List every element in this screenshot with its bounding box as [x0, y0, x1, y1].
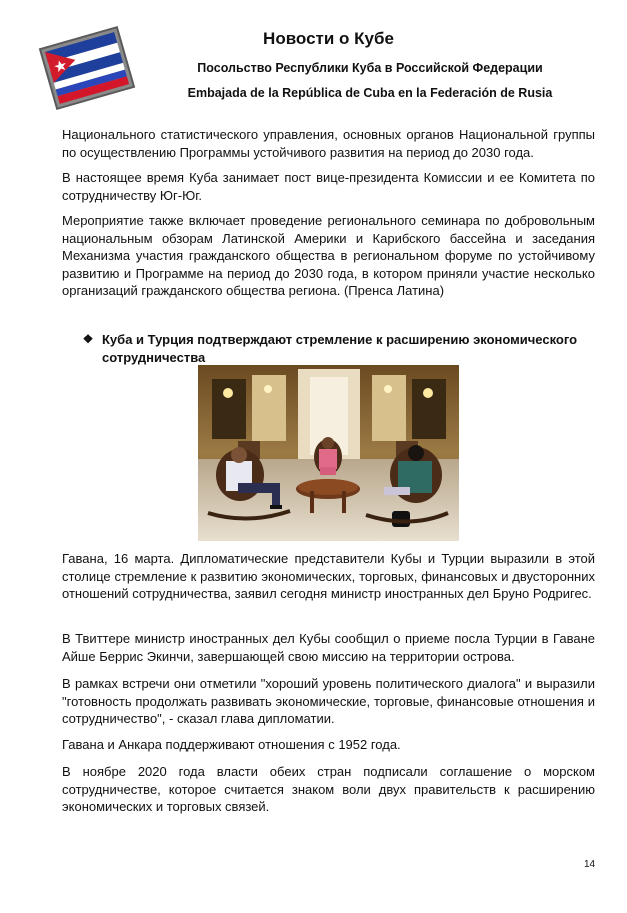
- paragraph: Гавана и Анкара поддерживают отношения с 1952 года.: [62, 737, 401, 752]
- paragraph: В Твиттере министр иностранных дел Кубы сообщил о приеме посла Турции в Гаване Айше Беррис Экинчи, завершающей свою миссию на территории острова.: [62, 631, 595, 664]
- article-heading-text: Куба и Турция подтверждают стремление к расширению экономического сотрудничества: [102, 332, 578, 365]
- bullet-diamond-icon: ❖: [82, 332, 94, 346]
- page-number: 14: [584, 859, 596, 870]
- paragraph: Национального статистического управления, основных органов Национальной группы по осуществлению Программы устойчивого развития на период до 2030 года.: [62, 127, 595, 160]
- paragraph: В настоящее время Куба занимает пост вице-президента Комиссии и ее Комитета по сотрудничеству Юг-Юг.: [62, 170, 595, 203]
- paragraph: Гавана, 16 марта. Дипломатические представители Кубы и Турции выразили в этой столице стремление к развитию экономических, торговых, финансовых и двусторонних отношений сотрудничества, заявил сегодня министр иностранных дел Бруно Родригес.: [62, 551, 595, 602]
- meeting-photo: [198, 365, 459, 541]
- paragraph: Мероприятие также включает проведение регионального семинара по добровольным национальным обзорам Латинской Америки и Карибского бассейна и заседания Механизма участия гражданского общества в региональном форуме по устойчивому развитию и Программе на период до 2030 года, в котором приняли участие несколько организаций гражданского общества региона. (Пренса Латина): [62, 213, 595, 299]
- subtitle-spanish: Embajada de la República de Cuba en la Federación de Rusia: [187, 86, 553, 100]
- subtitle-russian: Посольство Республики Куба в Российской Федерации: [197, 61, 543, 75]
- paragraph: В рамках встречи они отметили "хороший уровень политического диалога" и выразили "готовность продолжать развивать экономические, торговые, финансовые отношения и сотрудничество", - сказал глава дипломатии.: [62, 676, 595, 727]
- paragraph: В ноябре 2020 года власти обеих стран подписали соглашение о морском сотрудничестве, которое считается знаком воли двух правительств к расширению экономических и торговых связей.: [62, 764, 595, 815]
- article-heading: [80, 331, 600, 366]
- page-title: Новости о Кубе: [263, 29, 394, 48]
